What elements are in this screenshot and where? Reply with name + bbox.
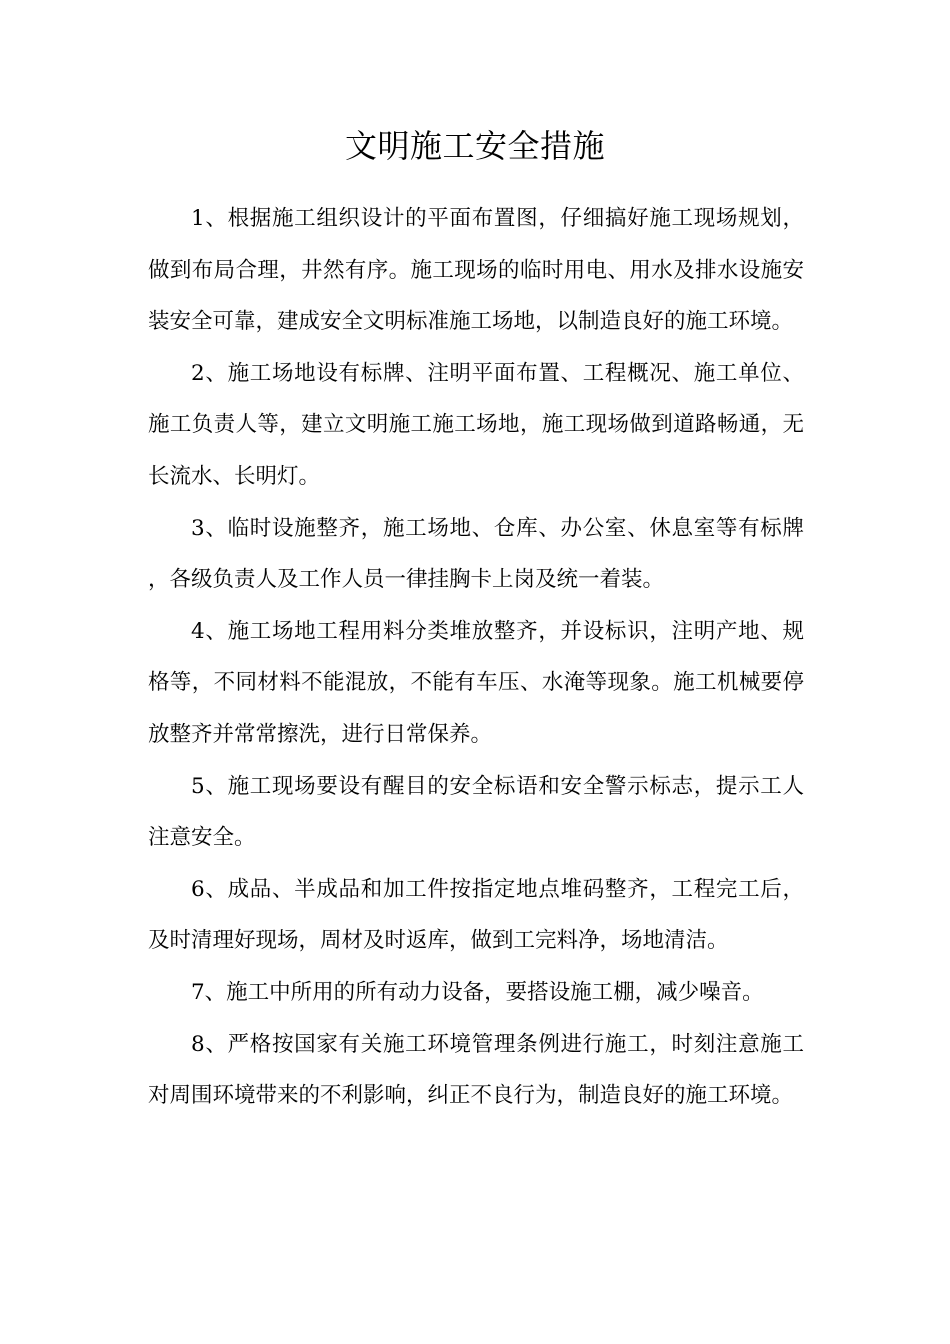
paragraph-6: 6、成品、半成品和加工件按指定地点堆码整齐，工程完工后，及时清理好现场，周材及时返库，做到工完料净，场地清洁。 xyxy=(148,876,804,954)
paragraph-5: 5、施工现场要设有醒目的安全标语和安全警示标志，提示工人注意安全。 xyxy=(148,773,804,851)
paragraph-1: 1、根据施工组织设计的平面布置图，仔细搞好施工现场规划，做到布局合理，井然有序。施工现场的临时用电、用水及排水设施安装安全可靠，建成安全文明标准施工场地，以制造良好的施工环境。 xyxy=(148,206,804,335)
paragraph-3: 3、临时设施整齐，施工场地、仓库、办公室、休息室等有标牌，各级负责人及工作人员一律挂胸卡上岗及统一着装。 xyxy=(148,515,804,593)
document-body xyxy=(148,193,804,1122)
paragraph-4: 4、施工场地工程用料分类堆放整齐，并设标识，注明产地、规格等，不同材料不能混放，不能有车压、水淹等现象。施工机械要停放整齐并常常擦洗，进行日常保养。 xyxy=(148,618,804,747)
paragraph-2: 2、施工场地设有标牌、注明平面布置、工程概况、施工单位、施工负责人等，建立文明施工施工场地，施工现场做到道路畅通，无长流水、长明灯。 xyxy=(148,360,804,489)
document-title: 文明施工安全措施 xyxy=(344,127,605,165)
paragraph-8: 8、严格按国家有关施工环境管理条例进行施工，时刻注意施工对周围环境带来的不利影响，纠正不良行为，制造良好的施工环境。 xyxy=(148,1031,804,1109)
paragraph-7: 7、施工中所用的所有动力设备，要搭设施工棚，减少噪音。 xyxy=(191,979,764,1005)
